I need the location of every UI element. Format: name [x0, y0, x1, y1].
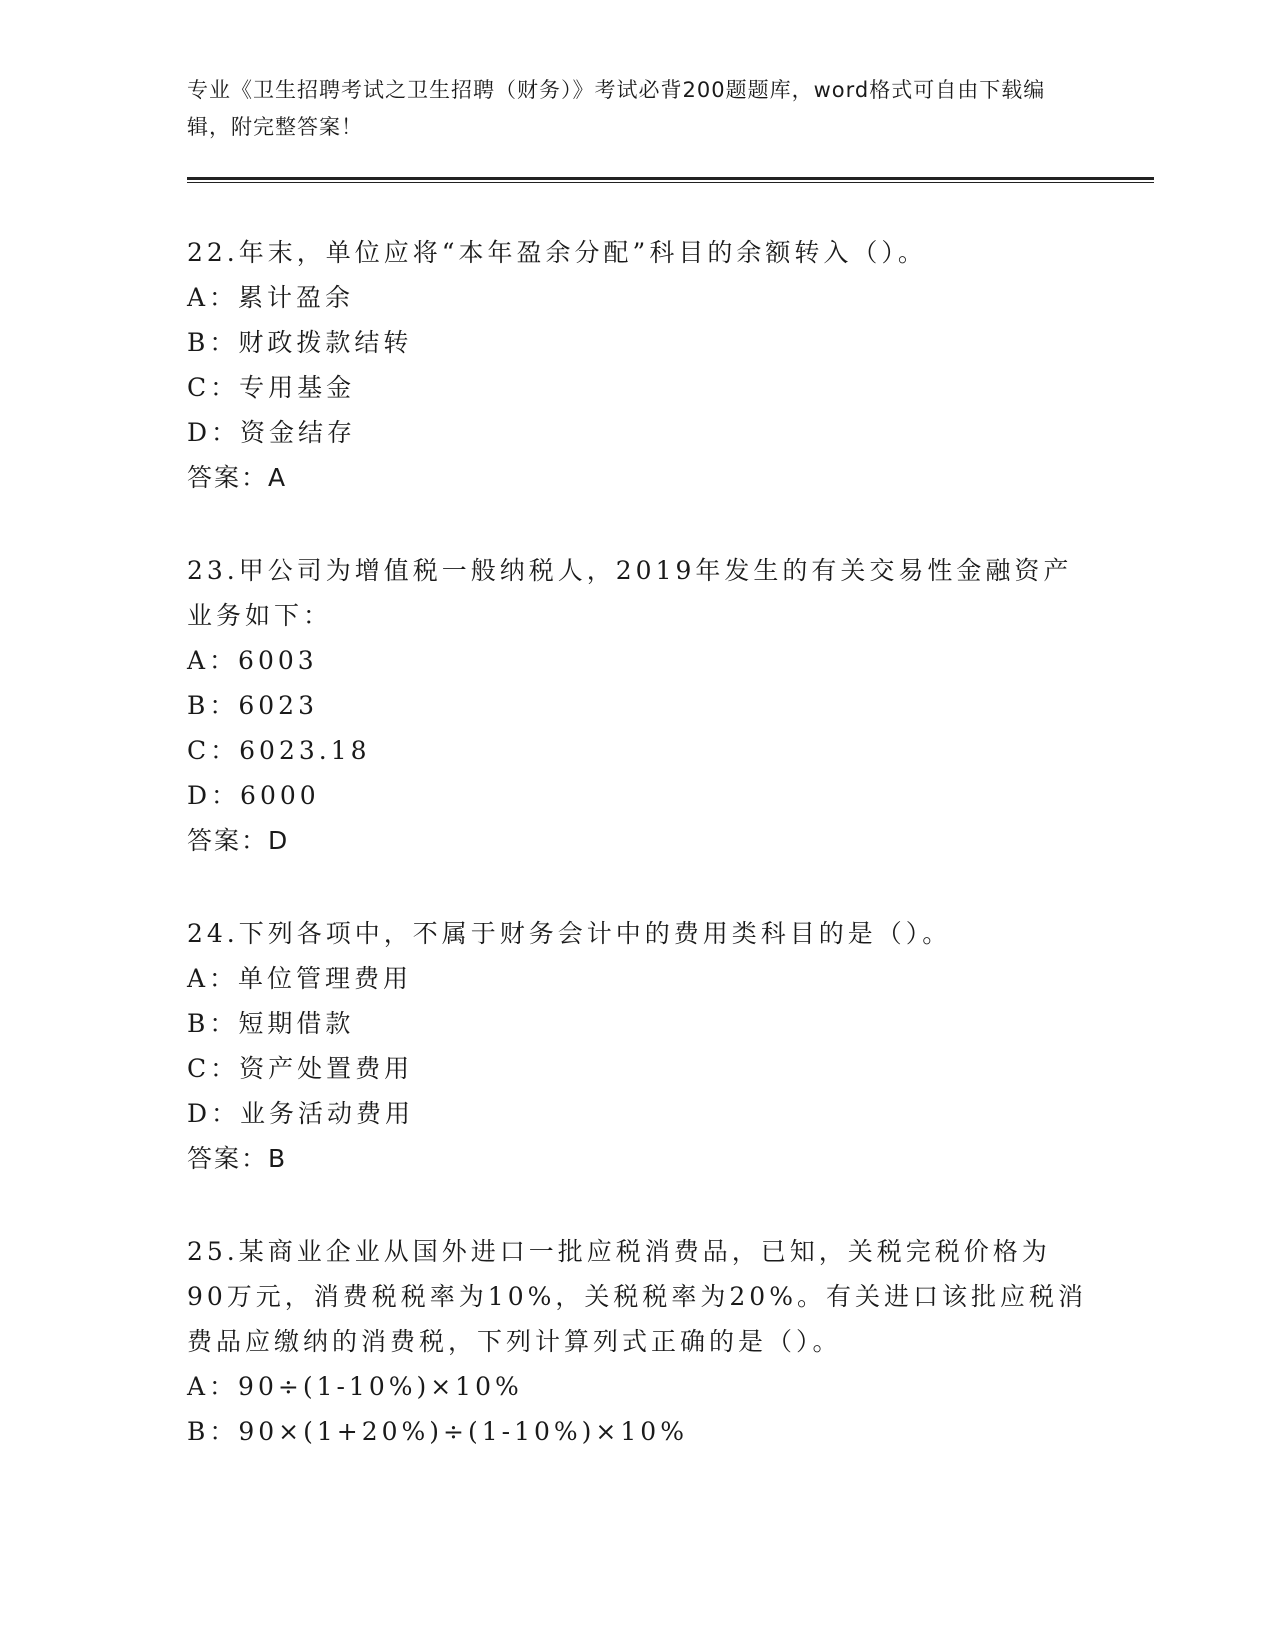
question-24 — [187, 911, 1087, 1181]
question-25 — [187, 1229, 1087, 1454]
option-b: B：短期借款 — [187, 1009, 355, 1038]
question-stem: 25.某商业企业从国外进口一批应税消费品，已知，关税完税价格为90万元，消费税税率为10%，关税税率为20%。有关进口该批应税消费品应缴纳的消费税，下列计算列式正确的是（）。 — [187, 1237, 1087, 1356]
document-header: 专业《卫生招聘考试之卫生招聘（财务）》考试必背200题题库，word格式可自由下载编辑，附完整答案！ — [187, 78, 1046, 139]
question-23 — [187, 548, 1087, 863]
option-a: A：6003 — [187, 646, 318, 675]
question-22 — [187, 230, 1087, 500]
option-a: A：累计盈余 — [187, 283, 355, 312]
header-divider-thin — [187, 182, 1154, 183]
option-b: B：财政拨款结转 — [187, 328, 413, 357]
option-d: D：资金结存 — [187, 418, 357, 447]
option-d: D：业务活动费用 — [187, 1099, 415, 1128]
option-a: A：90÷(1-10%)×10% — [187, 1372, 523, 1401]
question-stem: 24.下列各项中，不属于财务会计中的费用类科目的是（）。 — [187, 919, 952, 948]
answer: 答案：D — [187, 826, 290, 855]
option-a: A：单位管理费用 — [187, 964, 413, 993]
option-c: C：专用基金 — [187, 373, 356, 402]
option-c: C：6023.18 — [187, 736, 371, 765]
answer: 答案：A — [187, 463, 288, 492]
option-c: C：资产处置费用 — [187, 1054, 414, 1083]
option-d: D：6000 — [187, 781, 320, 810]
question-list — [187, 230, 1087, 1502]
option-b: B：6023 — [187, 691, 318, 720]
question-stem: 22.年末，单位应将“本年盈余分配”科目的余额转入（）。 — [187, 238, 927, 267]
question-stem: 23.甲公司为增值税一般纳税人，2019年发生的有关交易性金融资产业务如下： — [187, 556, 1073, 630]
answer: 答案：B — [187, 1144, 288, 1173]
header-divider — [187, 177, 1154, 180]
option-b: B：90×(1+20%)÷(1-10%)×10% — [187, 1417, 688, 1446]
